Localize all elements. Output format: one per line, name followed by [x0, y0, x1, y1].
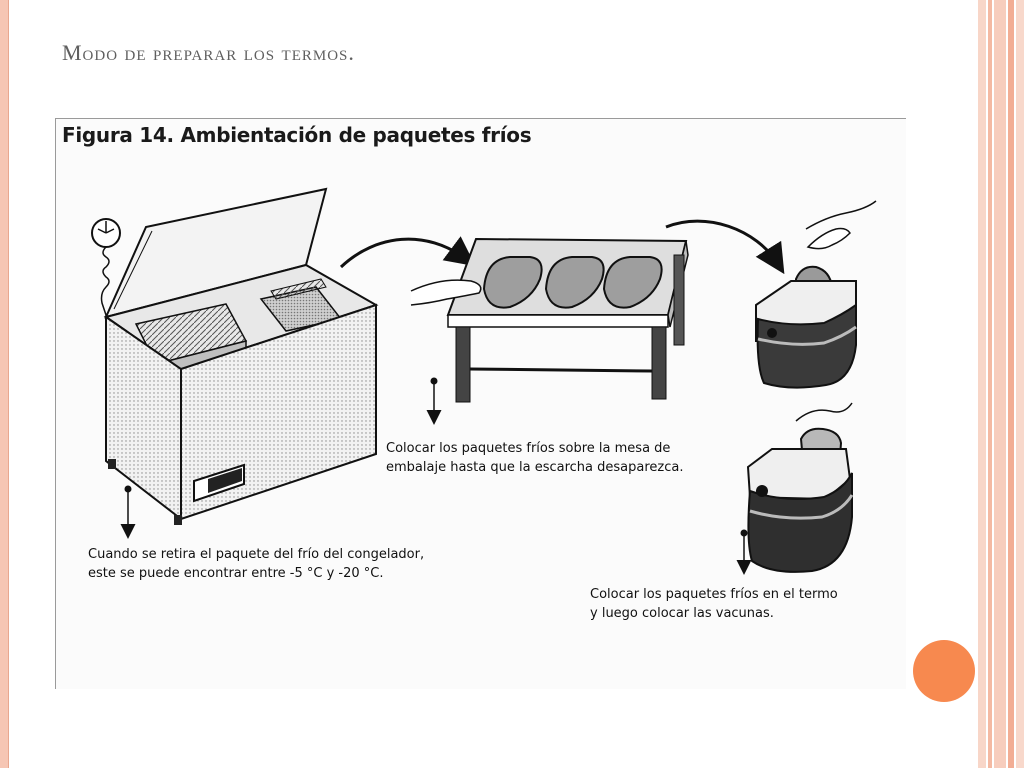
- caption-table-line-2: embalaje hasta que la escarcha desaparezca.: [386, 460, 684, 475]
- arrow-1-icon: [341, 239, 466, 267]
- slide-title: Modo de preparar los termos.: [62, 40, 355, 65]
- caption-freezer: [88, 545, 424, 583]
- figure-title: Figura 14. Ambientación de paquetes fríos: [62, 123, 532, 147]
- caption-thermos: [590, 585, 838, 623]
- caption-thermos-line-1: Colocar los paquetes fríos en el termo: [590, 587, 838, 602]
- thermos-bottom-illustration: [741, 403, 853, 572]
- packing-table-illustration: [411, 239, 688, 419]
- figure-illustration: [55, 118, 906, 689]
- caption-freezer-line-2: este se puede encontrar entre -5 °C y -20 °C.: [88, 566, 384, 581]
- caption-table-line-1: Colocar los paquetes fríos sobre la mesa de: [386, 441, 671, 456]
- caption-table: [386, 439, 683, 477]
- slide-right-border: [978, 0, 1024, 768]
- freezer-illustration: [92, 189, 376, 533]
- slide-left-border: [0, 0, 9, 768]
- decorative-orange-circle: [913, 640, 975, 702]
- caption-thermos-line-2: y luego colocar las vacunas.: [590, 606, 774, 621]
- thermos-top-illustration: [756, 201, 876, 388]
- caption-freezer-line-1: Cuando se retira el paquete del frío del congelador,: [88, 547, 425, 562]
